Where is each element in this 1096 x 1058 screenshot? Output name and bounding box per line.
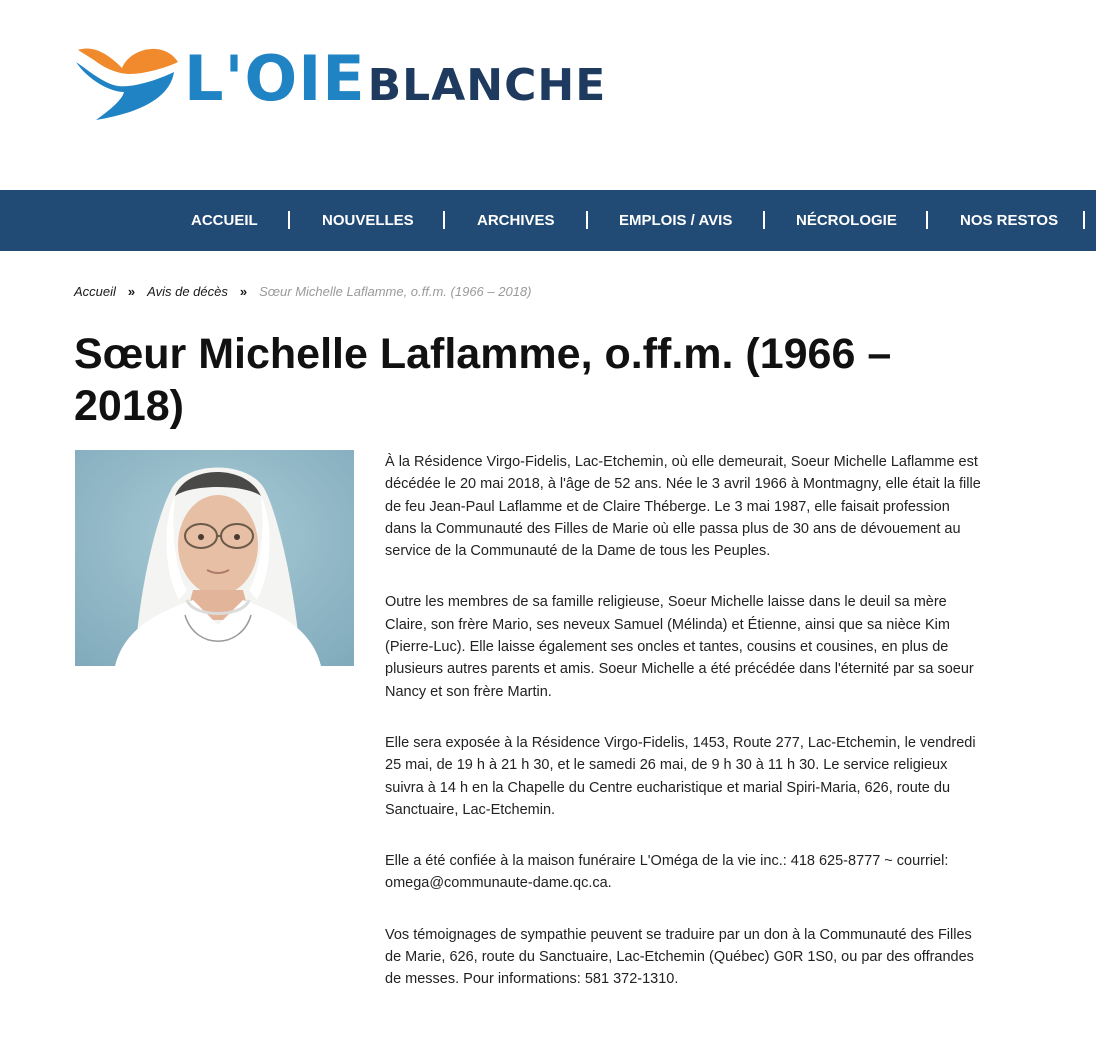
article-paragraph: Vos témoignages de sympathie peuvent se traduire par un don à la Communauté des Filles de Marie, 626, route du Sanctuaire, Lac-Etchemin (Québec) G0R 1S0, ou par des offrandes de messes. Pour informations: 581 372-1310. [385,926,974,988]
nav-item-nos-restos[interactable]: NOS RESTOS [960,212,1059,229]
breadcrumb-separator: » [239,284,248,299]
nav-item-emplois-avis[interactable]: EMPLOIS / AVIS [619,212,733,229]
nav-divider [1083,211,1085,229]
nav-divider [443,211,445,229]
breadcrumb [74,284,531,299]
logo-secondary-text: BLANCHE [367,60,607,111]
page-title: Sœur Michelle Laflamme, o.ff.m. (1966 – 2018) [74,330,892,430]
main-navigation [0,190,1096,251]
breadcrumb-current: Sœur Michelle Laflamme, o.ff.m. (1966 – 2018) [259,284,532,299]
breadcrumb-home-link[interactable]: Accueil [74,284,116,299]
portrait-photo [75,450,354,666]
logo-main-text: L'OIE [184,42,366,115]
nav-divider [288,211,290,229]
nav-item-nouvelles[interactable]: NOUVELLES [322,212,414,229]
nav-item-archives[interactable]: ARCHIVES [477,212,555,229]
article-paragraph: À la Résidence Virgo-Fidelis, Lac-Etchemin, où elle demeurait, Soeur Michelle Laflamme est décédée le 20 mai 2018, à l'âge de 52 ans. Née le 3 avril 1966 à Montmagny, elle était la fille de feu Jean-Paul Laflamme et de Claire Théberge. Le 3 mai 1987, elle faisait profession dans la Communauté des Filles de Marie où elle passa plus de 30 ans de dévouement au service de la Communauté de la Dame de tous les Peuples. [385,454,981,560]
article-body [385,451,985,1020]
portrait-image-icon [75,450,354,666]
article-paragraph: Elle a été confiée à la maison funéraire L'Oméga de la vie inc.: 418 625-8777 ~ courriel: omega@communaute-dame.qc.ca. [385,853,949,892]
nav-divider [763,211,765,229]
nav-item-accueil[interactable]: ACCUEIL [191,212,258,229]
nav-divider [586,211,588,229]
article-paragraph: Outre les membres de sa famille religieuse, Soeur Michelle laisse dans le deuil sa mère Claire, son frère Mario, ses neveux Samuel (Mélinda) et Étienne, ainsi que sa nièce Kim (Pierre-Luc). Elle laisse également ses oncles et tantes, cousins et cousines, en plus de plusieurs autres parents et amis. Soeur Michelle a été précédée dans l'éternité par sa soeur Nancy et son frère Martin. [385,594,974,700]
nav-item-necrologie[interactable]: NÉCROLOGIE [796,212,897,229]
site-logo[interactable] [74,40,607,124]
breadcrumb-separator: » [127,284,136,299]
nav-divider [926,211,928,229]
breadcrumb-section-link[interactable]: Avis de décès [147,284,228,299]
logo-wordmark [184,44,606,121]
goose-logo-icon [74,40,184,124]
article-paragraph: Elle sera exposée à la Résidence Virgo-Fidelis, 1453, Route 277, Lac-Etchemin, le vendredi 25 mai, de 19 h à 21 h 30, et le samedi 26 mai, de 9 h 30 à 11 h 30. Le service religieux suivra à 14 h en la Chapelle du Centre eucharistique et marial Spiri-Maria, 626, route du Sanctuaire, Lac-Etchemin. [385,734,976,818]
site-header [0,0,1096,190]
